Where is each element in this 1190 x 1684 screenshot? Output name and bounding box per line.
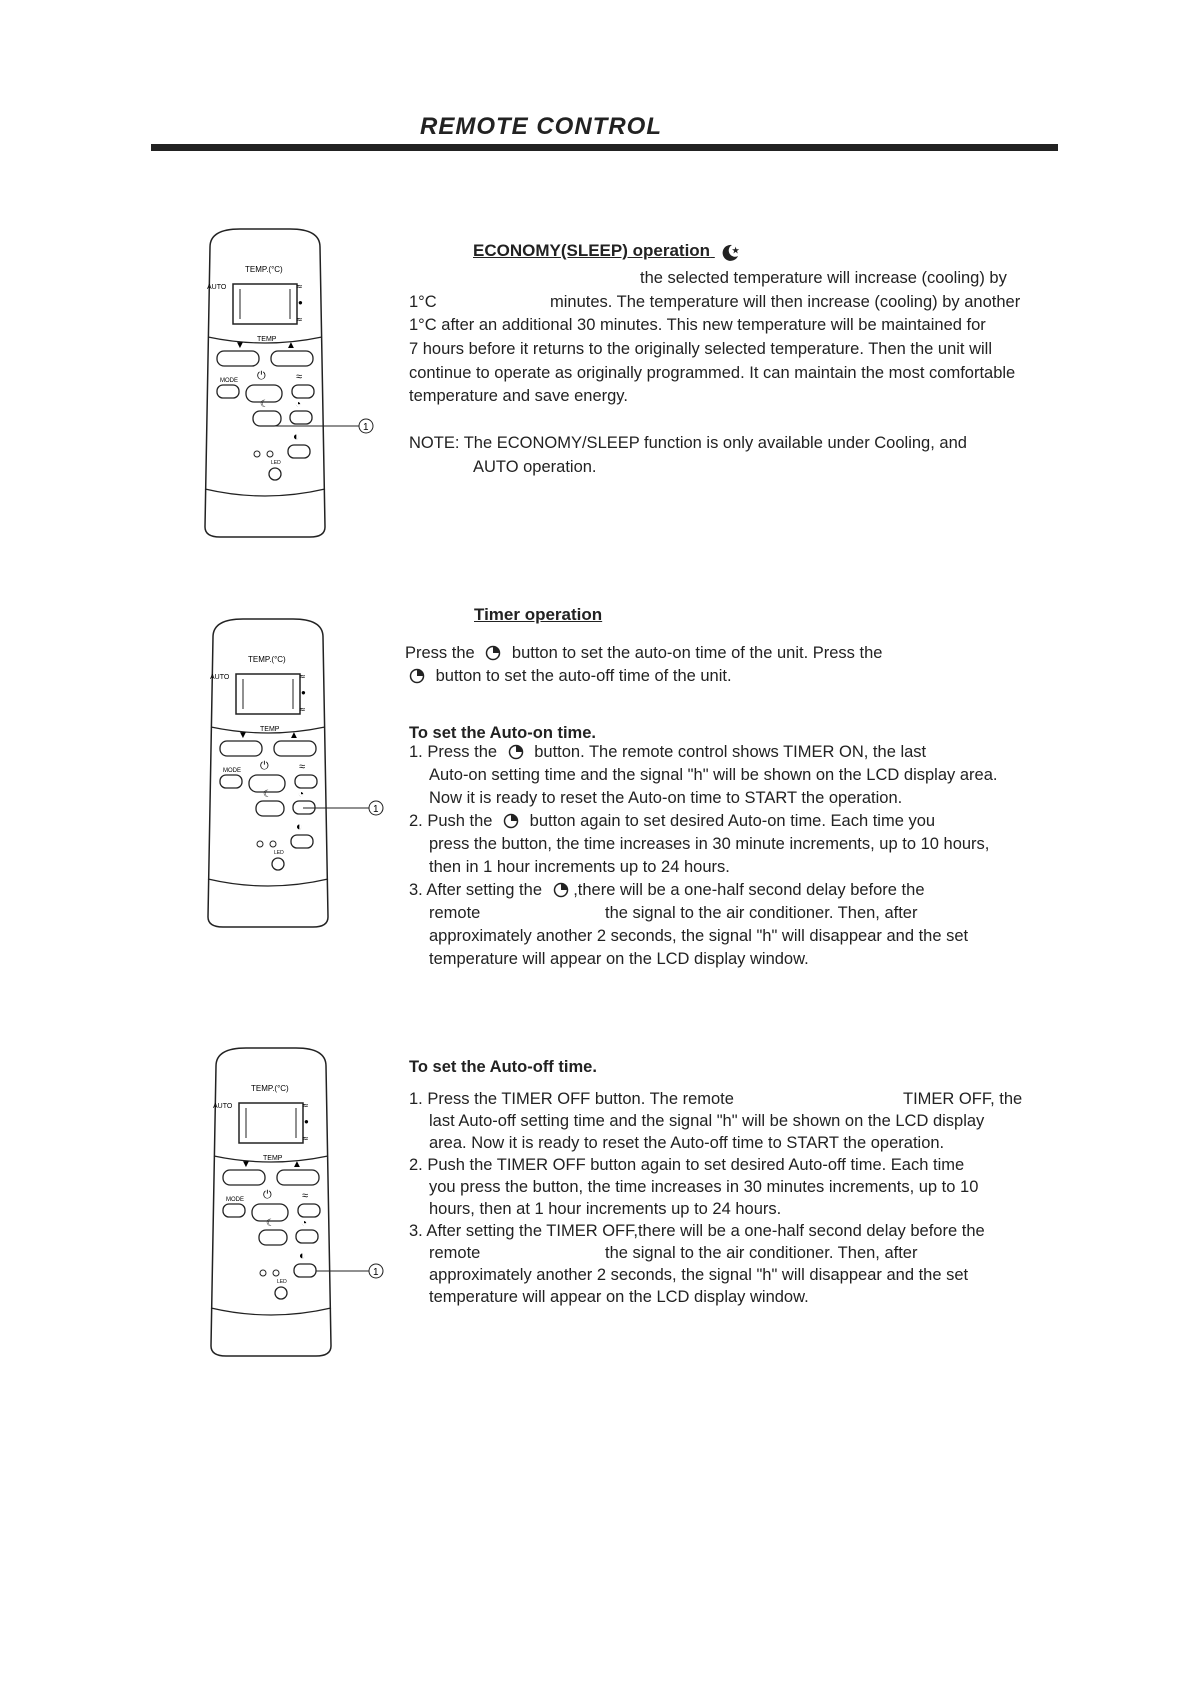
economy-line: 7 hours before it returns to the originally selected temperature. Then the unit will: [409, 340, 993, 358]
auto-off-line: remote: [429, 1244, 481, 1262]
timer-icon: [409, 668, 425, 684]
timer-icon: [553, 882, 569, 898]
auto-off-line: the signal to the air conditioner. Then, after: [605, 1244, 918, 1262]
remote-temp-button-label: TEMP: [263, 1155, 283, 1162]
timer-icon: [485, 645, 501, 661]
svg-text:★: ★: [731, 245, 739, 255]
remote-led-label: LED: [274, 850, 284, 856]
economy-line: the selected temperature will increase (cooling) by: [640, 269, 1007, 287]
auto-on-line: 3. After setting the ,there will be a one-half second delay before the: [409, 881, 925, 899]
auto-off-line: 2. Push the TIMER OFF button again to set desired Auto-off time. Each time: [409, 1156, 965, 1174]
timer-icon: [503, 813, 519, 829]
timer-intro-line: Press the button to set the auto-on time of the unit. Press the: [405, 644, 883, 662]
timer-icon: [508, 744, 524, 760]
auto-off-line: you press the button, the time increases in 30 minutes increments, up to 10: [429, 1178, 979, 1196]
auto-off-line: 1. Press the TIMER OFF button. The remote: [409, 1090, 734, 1108]
economy-heading: ECONOMY(SLEEP) operation ★: [473, 241, 739, 260]
remote-led-label: LED: [277, 1279, 287, 1285]
economy-note: AUTO operation.: [473, 458, 597, 476]
auto-on-line: Now it is ready to reset the Auto-on time to START the operation.: [429, 789, 903, 807]
sleep-moon-icon: [721, 242, 741, 262]
auto-off-line: last Auto-off setting time and the signal "h" will be shown on the LCD display: [429, 1112, 985, 1130]
auto-on-line: approximately another 2 seconds, the signal "h" will disappear and the set: [429, 927, 969, 945]
remote-illustration: [206, 1046, 396, 1366]
economy-line: 1°C: [409, 293, 437, 311]
auto-on-line: press the button, the time increases in 30 minute increments, up to 10 hours,: [429, 835, 990, 853]
auto-on-line: then in 1 hour increments up to 24 hours.: [429, 858, 730, 876]
auto-on-line: temperature will appear on the LCD display window.: [429, 950, 809, 968]
auto-on-line: Auto-on setting time and the signal "h" will be shown on the LCD display area.: [429, 766, 998, 784]
auto-off-line: 3. After setting the TIMER OFF,there will be a one-half second delay before the: [409, 1222, 985, 1240]
remote-illustration: [200, 227, 390, 547]
auto-off-line: area. Now it is ready to reset the Auto-off time to START the operation.: [429, 1134, 945, 1152]
callout-number: 1: [363, 422, 369, 433]
auto-on-line: 1. Press the button. The remote control shows TIMER ON, the last: [409, 743, 927, 761]
auto-on-heading: To set the Auto-on time.: [409, 724, 596, 742]
remote-led-label: LED: [271, 460, 281, 466]
remote-auto-label: AUTO: [207, 284, 227, 291]
title-divider: [151, 144, 1058, 151]
economy-note: NOTE: The ECONOMY/SLEEP function is only available under Cooling, and: [409, 434, 967, 452]
auto-off-heading: To set the Auto-off time.: [409, 1058, 597, 1076]
remote-temp-button-label: TEMP: [257, 336, 277, 343]
auto-off-line: approximately another 2 seconds, the signal "h" will disappear and the set: [429, 1266, 969, 1284]
remote-temp-label: TEMP.(°C): [245, 265, 283, 274]
auto-off-line: temperature will appear on the LCD display window.: [429, 1288, 809, 1306]
economy-line: continue to operate as originally programmed. It can maintain the most comfortable: [409, 364, 1016, 382]
auto-on-line: the signal to the air conditioner. Then, after: [605, 904, 918, 922]
remote-temp-button-label: TEMP: [260, 726, 280, 733]
page-title: REMOTE CONTROL: [420, 113, 662, 140]
auto-off-line: TIMER OFF, the: [903, 1090, 1023, 1108]
timer-intro-line: button to set the auto-off time of the unit.: [409, 666, 732, 686]
auto-on-line: remote: [429, 904, 481, 922]
auto-on-line: 2. Push the button again to set desired Auto-on time. Each time you: [409, 812, 936, 830]
economy-line: temperature and save energy.: [409, 387, 628, 405]
remote-mode-label: MODE: [226, 1197, 244, 1203]
remote-temp-label: TEMP.(°C): [248, 655, 286, 664]
remote-temp-label: TEMP.(°C): [251, 1084, 289, 1093]
timer-heading: Timer operation: [474, 605, 603, 624]
economy-line: minutes. The temperature will then increase (cooling) by another: [550, 293, 1021, 311]
remote-mode-label: MODE: [220, 378, 238, 384]
remote-illustration: [203, 617, 393, 937]
callout-number: 1: [373, 804, 379, 815]
remote-auto-label: AUTO: [213, 1103, 233, 1110]
remote-auto-label: AUTO: [210, 674, 230, 681]
remote-mode-label: MODE: [223, 768, 241, 774]
auto-off-line: hours, then at 1 hour increments up to 24 hours.: [429, 1200, 782, 1218]
callout-number: 1: [373, 1267, 379, 1278]
economy-line: 1°C after an additional 30 minutes. This new temperature will be maintained for: [409, 316, 986, 334]
